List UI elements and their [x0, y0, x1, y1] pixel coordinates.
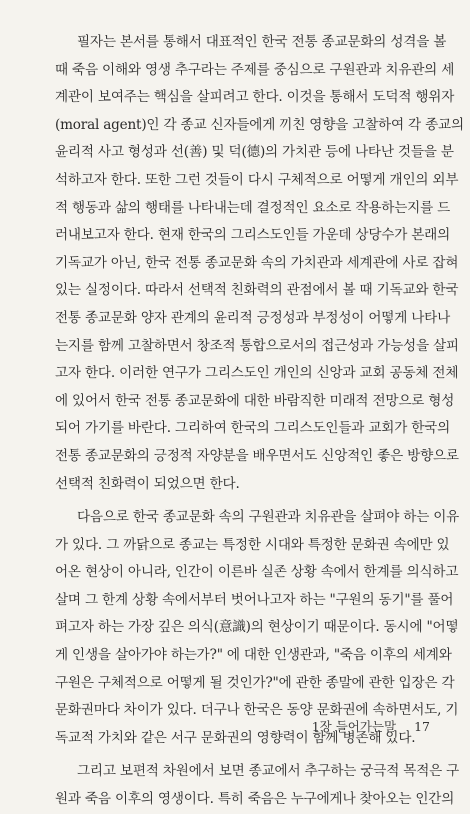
text-line: 전통 종교문화의 긍정적 자양분을 배우면서도 신앙적인 좋은 방향으로 [55, 447, 459, 464]
text-line: 구원은 구체적으로 어떻게 될 것인가?"에 관한 종말에 관한 입장은 각 [55, 674, 455, 691]
text-line: 문화권마다 차이가 있다. 더구나 한국은 동양 문화권에 속하면서도, 기 [55, 702, 459, 719]
text-line: 독교적 가치와 같은 서구 문화권의 영향력이 함께 병존해 있다. [55, 729, 416, 746]
page-number: 17 [414, 719, 430, 734]
text-line: (moral agent)인 각 종교 신자들에게 끼친 영향을 고찰하여 각 종교의 [55, 116, 464, 133]
text-line: 는지를 함께 고찰하면서 창조적 통합으로서의 접근성과 가능성을 살피 [55, 337, 459, 354]
text-line: 전통 종교문화 양자 관계의 윤리적 긍정성과 부정성이 어떻게 나타나 [55, 309, 451, 326]
paragraph-3 [55, 758, 460, 813]
running-head: 1장 들어가는말 [311, 719, 397, 734]
paragraph-1 [55, 29, 464, 498]
text-line: 있는 실정이다. 따라서 선택적 친화력의 관점에서 볼 때 기독교와 한국 [55, 282, 459, 299]
text-line: 석하고자 한다. 또한 그런 것들이 다시 구체적으로 어떻게 개인의 외부 [55, 171, 459, 188]
text-line: 고자 한다. 이러한 연구가 그리스도인 개인의 신앙과 교회 공동체 전체 [55, 365, 459, 382]
text-line: 다음으로 한국 종교문화 속의 구원관과 치유관을 살펴야 하는 이유 [77, 509, 460, 526]
text-line: 필자는 본서를 통해서 대표적인 한국 전통 종교문화의 성격을 볼 [77, 34, 447, 50]
text-line: 에 있어서 한국 전통 종교문화에 대한 바람직한 미래적 전망으로 형성 [55, 392, 455, 409]
text-line: 어온 현상이 아니라, 인간이 이른바 실존 상황 속에서 한계를 의식하고 [55, 564, 459, 581]
text-line: 되어 가기를 바란다. 그리하여 한국의 그리스도인들과 교회가 한국의 [55, 420, 451, 437]
text-line: 살며 그 한계 상황 속에서부터 벗어나고자 하는 "구원의 동기"를 풀어 [55, 591, 454, 608]
text-line: 때 죽음 이해와 영생 추구라는 주제를 중심으로 구원관과 치유관의 세 [55, 61, 455, 78]
text-line: 러내보고자 한다. 현재 한국의 그리스도인들 가운데 상당수가 본래의 [55, 227, 451, 244]
text-line: 펴고자 하는 가장 깊은 의식(意識)의 현상이기 때문이다. 동시에 "어떻 [55, 619, 459, 636]
text-line: 적 행동과 삶의 행태를 나타내는데 결정적인 요소로 작용하는지를 드 [55, 199, 451, 216]
text-line: 그리고 보편적 차원에서 보면 종교에서 추구하는 궁극적 목적은 구 [77, 763, 460, 780]
text-line: 게 인생을 살아가야 하는가?" 에 대한 인생관과, "죽음 이후의 세계와 [55, 647, 452, 664]
text-line: 윤리적 사고 형성과 선(善) 및 덕(德)의 가치관 등에 나타난 것들을 분 [55, 144, 454, 161]
text-line: 선택적 친화력이 되었으면 한다. [55, 475, 240, 492]
text-line: 원과 죽음 이후의 영생이다. 특히 죽음은 누구에게나 찾아오는 인간의 [55, 791, 455, 808]
text-line: 계관이 보여주는 핵심을 살피려고 한다. 이것을 통해서 도덕적 행위자 [55, 89, 455, 106]
paragraph-2 [55, 504, 460, 752]
text-line: 기독교가 아닌, 한국 전통 종교문화 속의 가치관과 세계관에 사로 잡혀 [55, 254, 459, 271]
text-line: 가 있다. 그 까닭으로 종교는 특정한 시대와 특정한 문화권 속에만 있 [55, 536, 450, 553]
page-footer [312, 717, 430, 735]
